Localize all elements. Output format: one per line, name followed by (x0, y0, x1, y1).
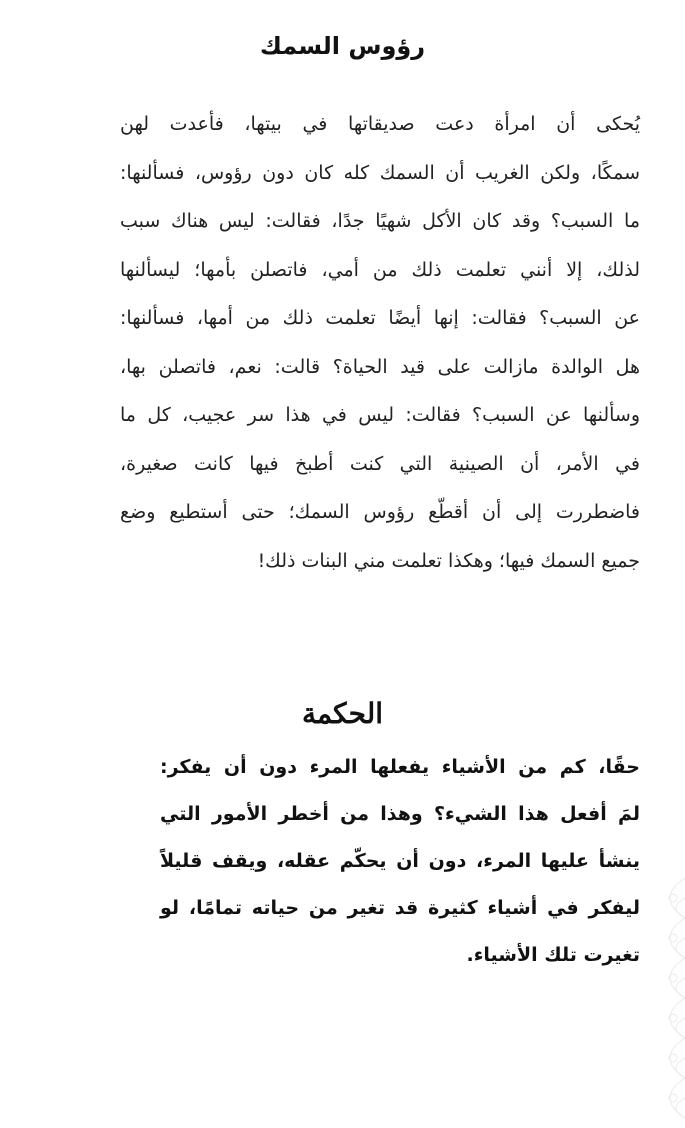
wisdom-line: تغيرت تلك الأشياء. (466, 944, 640, 966)
wisdom-line: ينشأ عليها المرء، دون أن يحكّم عقله، ويقف قليلاً (160, 850, 640, 872)
wisdom-line: لمَ أفعل هذا الشيء؟ وهذا من أخطر الأمور التي (160, 803, 640, 825)
story-line: جميع السمك فيها؛ وهكذا تعلمت مني البنات ذلك! (257, 549, 640, 572)
story-line: في الأمر، أن الصينية التي كنت أطبخ فيها كانت صغيرة، (120, 452, 640, 475)
story-line: فاضطررت إلى أن أقطّع رؤوس السمك؛ حتى أستطيع وضع (120, 501, 640, 523)
wisdom-body (160, 744, 640, 979)
wisdom-line: ليفكر في أشياء كثيرة قد تغير من حياته تمامًا، لو (160, 897, 640, 919)
story-line: هل الوالدة مازالت على قيد الحياة؟ قالت: نعم، فاتصلن بها، (120, 355, 640, 378)
story-line: وسألنها عن السبب؟ فقالت: ليس في هذا سر عجيب، كل ما (120, 404, 640, 426)
story-line: لذلك، إلا أنني تعلمت ذلك من أمي، فاتصلن بأمها؛ ليسألنها (120, 258, 640, 281)
story-line: ما السبب؟ وقد كان الأكل شهيًا جدًا، فقالت: ليس هناك سبب (120, 210, 640, 232)
story-line: يُحكى أن امرأة دعت صديقاتها في بيتها، فأعدت لهن (120, 113, 640, 135)
story-title: رؤوس السمك (259, 32, 426, 60)
wisdom-line: حقًا، كم من الأشياء يفعلها المرء دون أن يفكر: (160, 756, 640, 778)
story-line: سمكًا، ولكن الغريب أن السمك كله كان دون رؤوس، فسألنها: (120, 161, 640, 184)
story-line: عن السبب؟ فقالت: إنها أيضًا تعلمت ذلك من أمها، فسألنها: (120, 307, 640, 329)
wisdom-title: الحكمة (301, 697, 384, 730)
story-body (120, 100, 640, 585)
